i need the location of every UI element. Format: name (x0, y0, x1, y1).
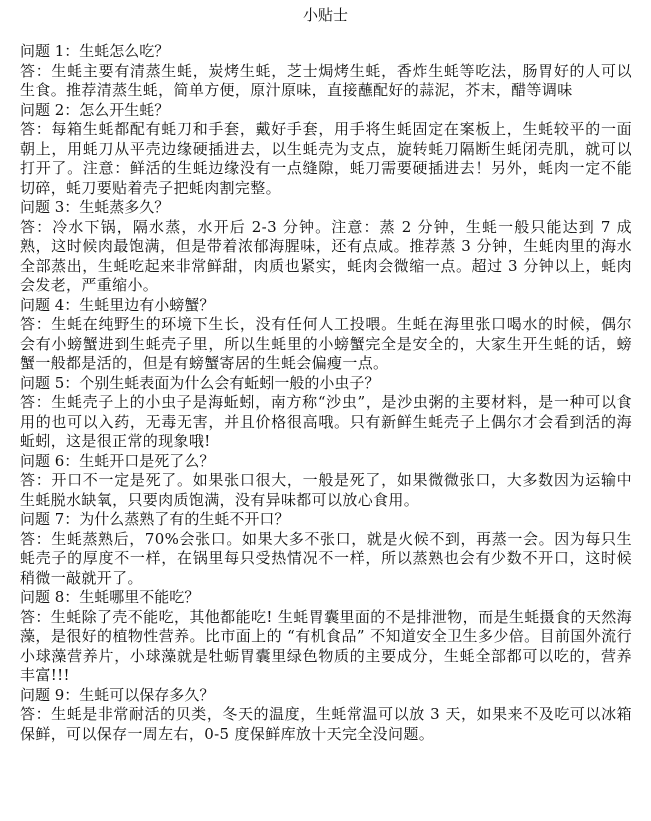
question-9: 问题 9：生蚝可以保存多久？ (20, 685, 215, 704)
question-3: 问题 3：生蚝蒸多久？ (20, 198, 170, 216)
answer-1: 答：生蚝主要有清蒸生蚝，炭烤生蚝，芝士焗烤生蚝，香炸生蚝等吃法，肠胃好的人可以生食。推荐清蒸生蚝，简单方便，原汁原味，直接蘸配好的蒜泥，芥末，醋等调味 (20, 61, 632, 99)
answer-9: 答：生蚝是非常耐活的贝类，冬天的温度，生蚝常温可以放 3 天，如果来不及吃可以冰箱保鲜，可以保存一周左右，0-5 度保鲜库放十天完全没问题。 (20, 705, 632, 743)
question-8: 问题 8：生蚝哪里不能吃？ (20, 588, 200, 606)
question-7: 问题 7：为什么蒸熟了有的生蚝不开口？ (20, 510, 290, 528)
question-2: 问题 2：怎么开生蚝？ (20, 100, 170, 119)
qa-list (20, 42, 632, 744)
question-5: 问题 5：个别生蚝表面为什么会有蚯蚓一般的小虫子？ (20, 373, 380, 392)
question-4: 问题 4：生蚝里边有小螃蟹？ (20, 295, 215, 314)
answer-6: 答：开口不一定是死了。如果张口很大，一般是死了，如果微微张口，大多数因为运输中生蚝脱水缺氧，只要肉质饱满，没有异味都可以放心食用。 (20, 471, 632, 509)
question-6: 问题 6：生蚝开口是死了么？ (20, 451, 215, 470)
question-1: 问题 1：生蚝怎么吃？ (20, 42, 170, 60)
answer-8: 答：生蚝除了壳不能吃，其他都能吃! 生蚝胃囊里面的不是排泄物，而是生蚝摄食的天然海藻，是很好的植物性营养。比市面上的 “有机食品” 不知道安全卫生多少倍。目前国外流行小球藻营养片，小球藻就是牡蛎胃囊里绿色物质的主要成分，生蚝全部都可以吃的，营养丰富!!! (20, 607, 632, 684)
answer-4: 答：生蚝在纯野生的环境下生长，没有任何人工投喂。生蚝在海里张口喝水的时候，偶尔会有小螃蟹进到生蚝壳子里，所以生蚝里的小螃蟹完全是安全的，大家生开生蚝的话，螃蟹一般都是活的，但是有螃蟹寄居的生蚝会偏瘦一点。 (20, 315, 632, 372)
answer-3: 答：冷水下锅，隔水蒸，水开后 2-3 分钟。注意：蒸 2 分钟，生蚝一般只能达到 7 成熟，这时候肉最饱满，但是带着浓郁海腥味，还有点咸。推荐蒸 3 分钟，生蚝肉里的海水全部蒸出，生蚝吃起来非常鲜甜，肉质也紧实，蚝肉会微缩一点。超过 3 分钟以上，蚝肉会发老，严重缩小。 (20, 217, 632, 294)
answer-2: 答：每箱生蚝都配有蚝刀和手套，戴好手套，用手将生蚝固定在案板上，生蚝较平的一面朝上，用蚝刀从平壳边缘硬插进去，以生蚝壳为支点，旋转蚝刀隔断生蚝闭壳肌，就可以打开了。注意：鲜活的生蚝边缘没有一点缝隙，蚝刀需要硬插进去！另外，蚝肉一定不能切碎，蚝刀要贴着壳子把蚝肉割完整。 (20, 120, 632, 197)
page-title: 小贴士 (302, 6, 348, 24)
answer-5: 答：生蚝壳子上的小虫子是海蚯蚓，南方称“沙虫”，是沙虫粥的主要材料，是一种可以食用的也可以入药，无毒无害，并且价格很高哦。只有新鲜生蚝壳子上偶尔才会看到活的海蚯蚓，这是很正常的现象哦! (20, 393, 632, 450)
answer-7: 答：生蚝蒸熟后，70%会张口。如果大多不张口，就是火候不到，再蒸一会。因为每只生蚝壳子的厚度不一样，在锅里每只受热情况不一样，所以蒸熟也会有少数不开口，这时候稍微一敲就开了。 (20, 529, 632, 587)
